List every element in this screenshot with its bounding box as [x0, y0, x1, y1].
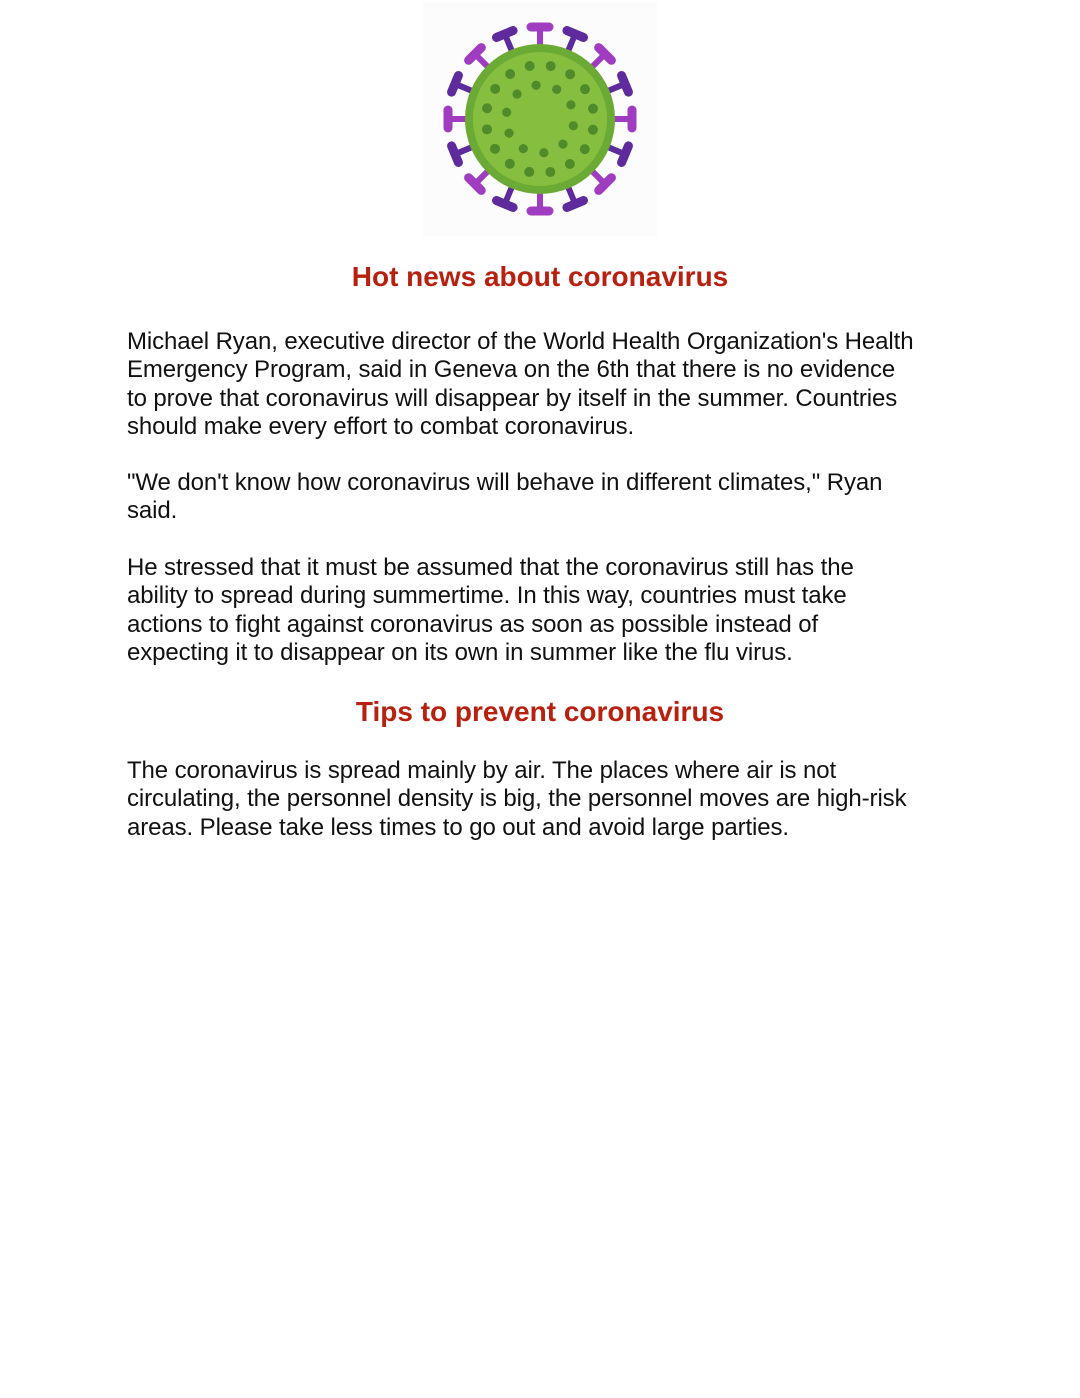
- virus-dot: [532, 81, 541, 90]
- heading-hot-news: Hot news about coronavirus: [351, 261, 729, 292]
- virus-spike-cap: [567, 201, 584, 208]
- paragraph-line: "We don't know how coronavirus will behave in different climates," Ryan: [127, 469, 883, 496]
- paragraph-line: Michael Ryan, executive director of the World Health Organization's Health: [127, 328, 914, 355]
- paragraph-line: ability to spread during summertime. In this way, countries must take: [127, 582, 847, 610]
- virus-dot: [569, 121, 578, 130]
- paragraph-line: Emergency Program, said in Geneva on the 6th that there is no evidence: [127, 356, 896, 384]
- virus-spike-cap: [452, 146, 459, 163]
- virus-dot: [552, 85, 561, 94]
- paragraph-ryan-statement: [127, 328, 967, 441]
- paragraph-line: to prove that coronavirus will disappear by itself in the summer. Countries: [127, 384, 898, 412]
- virus-spike-cap: [496, 31, 513, 38]
- virus-dot: [524, 167, 534, 177]
- virus-dot: [539, 148, 548, 157]
- paragraph-summer-spread: [127, 554, 967, 667]
- virus-dot: [588, 125, 598, 135]
- virus-dot: [505, 159, 515, 169]
- virus-dot: [519, 144, 528, 153]
- virus-dot: [505, 69, 515, 79]
- virus-spike-cap: [622, 75, 629, 92]
- virus-dot: [502, 108, 511, 117]
- virus-dot: [580, 84, 590, 94]
- virus-dot: [545, 167, 555, 177]
- virus-dot: [490, 84, 500, 94]
- paragraph-line: actions to fight against coronavirus as soon as possible instead of: [127, 610, 819, 638]
- virus-dot: [482, 124, 492, 134]
- paragraph-line: said.: [127, 497, 178, 525]
- paragraph-line: He stressed that it must be assumed that the coronavirus still has the: [127, 554, 854, 581]
- virus-dot: [525, 61, 535, 71]
- virus-dot: [566, 100, 575, 109]
- virus-dot: [580, 144, 590, 154]
- paragraph-line: areas. Please take less times to go out and avoid large parties.: [127, 813, 789, 841]
- virus-spike-cap: [567, 31, 584, 38]
- coronavirus-icon: [423, 2, 657, 236]
- coronavirus-illustration: [423, 2, 657, 236]
- virus-dot: [482, 103, 492, 113]
- virus-body: [473, 52, 607, 186]
- paragraph-line: expecting it to disappear on its own in summer like the flu virus.: [127, 638, 793, 666]
- virus-dot: [504, 129, 513, 138]
- heading-tips: Tips to prevent coronavirus: [355, 696, 725, 727]
- virus-dot: [565, 69, 575, 79]
- paragraph-prevention-tips: [127, 757, 967, 842]
- virus-spike-cap: [622, 146, 629, 163]
- virus-dot: [565, 159, 575, 169]
- virus-spike-cap: [452, 75, 459, 92]
- virus-dot: [490, 144, 500, 154]
- virus-dot: [512, 89, 521, 98]
- paragraph-line: circulating, the personnel density is big, the personnel moves are high-risk: [127, 785, 907, 813]
- paragraph-line: The coronavirus is spread mainly by air. The places where air is not: [127, 757, 837, 784]
- paragraph-ryan-quote: [127, 469, 967, 526]
- virus-dot: [558, 139, 567, 148]
- paragraph-line: should make every effort to combat coronavirus.: [127, 412, 635, 440]
- virus-dot: [588, 104, 598, 114]
- virus-spike-cap: [496, 201, 513, 208]
- virus-dot: [546, 61, 556, 71]
